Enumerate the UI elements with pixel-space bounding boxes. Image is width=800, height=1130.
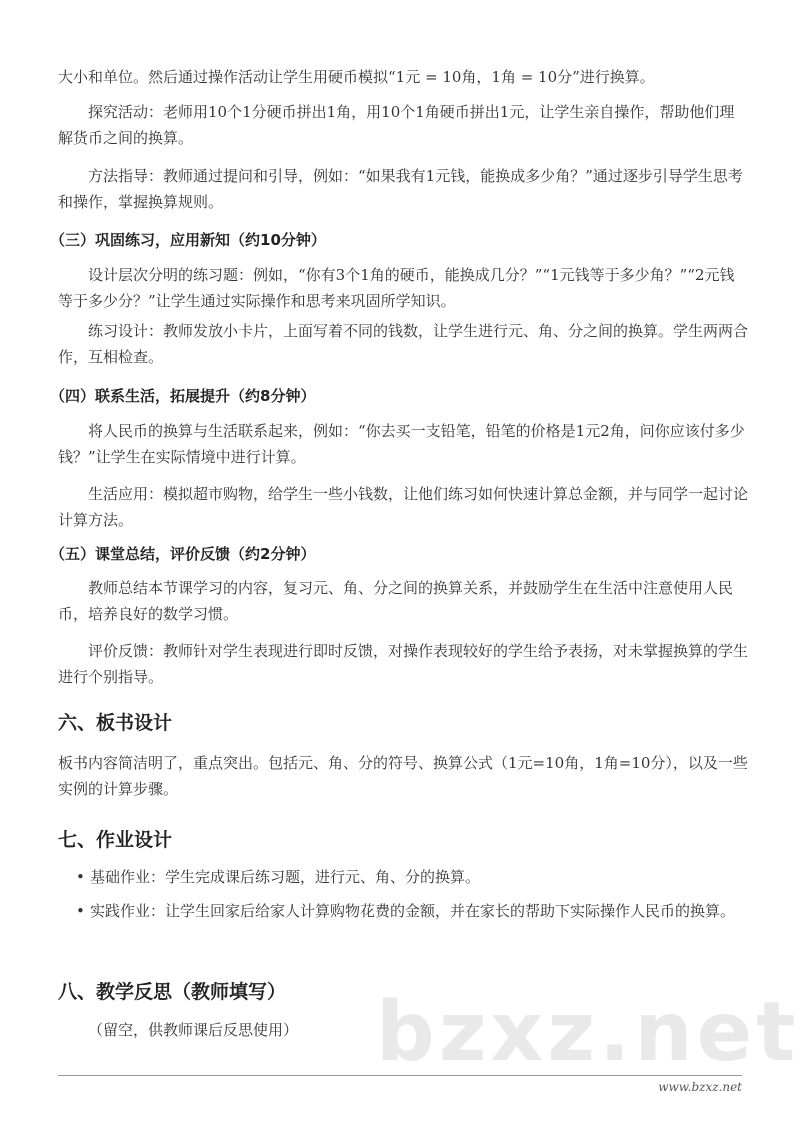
section-heading: 六、板书设计 [58,712,173,734]
bullet-icon: • [76,902,85,920]
bullet-icon: • [76,868,85,886]
paragraph: 将人民币的换算与生活联系起来，例如：“你去买一支铅笔，铅笔的价格是1元2角，问你应该付多少钱？”让学生在实际情境中进行计算。 [58,422,745,466]
subheading: （四）联系生活，拓展提升（约8分钟） [50,387,316,405]
section-heading: 八、教学反思（教师填写） [58,981,287,1003]
list-item: • 实践作业：让学生回家后给家人计算购物花费的金额，并在家长的帮助下实际操作人民币的换算。 [58,898,748,924]
paragraph: 评价反馈：教师针对学生表现进行即时反馈，对操作表现较好的学生给予表扬，对未掌握换算的学生进行个别指导。 [58,642,749,686]
footer-divider [58,1075,742,1076]
paragraph: 设计层次分明的练习题：例如，“你有3个1角的硬币，能换成几分？”“1元钱等于多少角？”“2元钱等于多少分？”让学生通过实际操作和思考来巩固所学知识。 [58,266,735,310]
subheading: （五）课堂总结，评价反馈（约2分钟） [50,545,316,563]
watermark: bzxz.net [376,985,800,1080]
paragraph: 生活应用：模拟超市购物，给学生一些小钱数，让他们练习如何快速计算总金额，并与同学一起讨论计算方法。 [58,485,749,529]
paragraph: 探究活动：老师用10个1分硬币拼出1角，用10个1角硬币拼出1元，让学生亲自操作，帮助他们理解货币之间的换算。 [58,103,735,147]
paragraph: 练习设计：教师发放小卡片，上面写着不同的钱数，让学生进行元、角、分之间的换算。学生两两合作，互相检查。 [58,322,749,366]
subheading: （三）巩固练习，应用新知（约10分钟） [50,231,326,249]
paragraph: （留空，供教师课后反思使用） [88,1021,299,1039]
section-heading: 七、作业设计 [58,829,173,851]
paragraph: 方法指导：教师通过提问和引导，例如：“如果我有1元钱，能换成多少角？”通过逐步引导学生思考和操作，掌握换算规则。 [58,167,743,211]
footer-url: www.bzxz.net [658,1080,742,1094]
paragraph: 大小和单位。然后通过操作活动让学生用硬币模拟“1元 = 10角，1角 = 10分”进行换算。 [58,68,655,86]
list-item: • 基础作业：学生完成课后练习题，进行元、角、分的换算。 [58,864,748,890]
paragraph: 板书内容简洁明了，重点突出。包括元、角、分的符号、换算公式（1元=10角，1角=10分），以及一些实例的计算步骤。 [58,754,748,798]
paragraph: 教师总结本节课学习的内容，复习元、角、分之间的换算关系，并鼓励学生在生活中注意使用人民币，培养良好的数学习惯。 [58,579,734,623]
